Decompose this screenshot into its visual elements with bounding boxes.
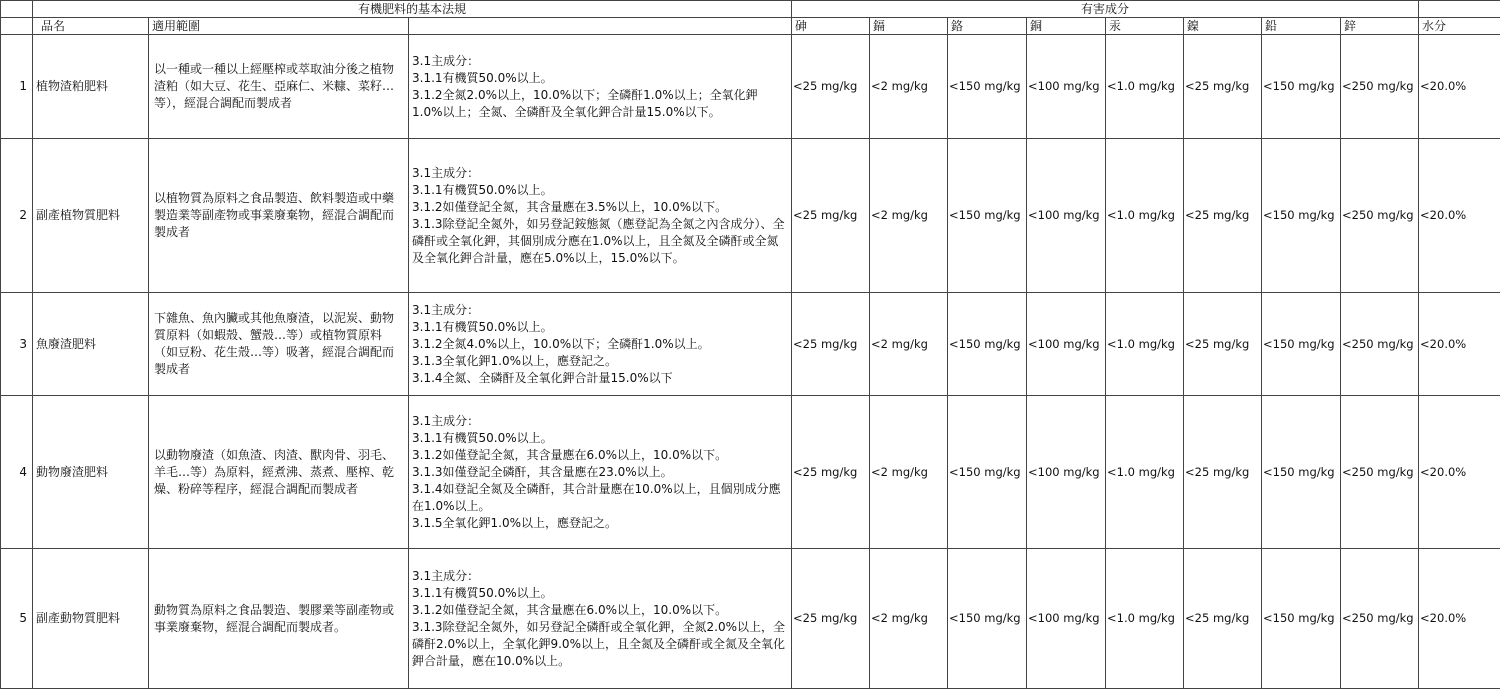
arsenic-limit: <25 mg/kg	[792, 396, 870, 549]
cadmium-limit: <2 mg/kg	[870, 396, 948, 549]
main-title: 有機肥料的基本法規	[33, 1, 792, 18]
table-row	[1, 396, 1500, 549]
scope-cell: 動物質為原料之食品製造、製膠業等副產物或事業廢棄物，經混合調配而製成者。	[149, 549, 409, 689]
col-copper-header: 銅	[1027, 18, 1106, 35]
copper-limit: <100 mg/kg	[1027, 35, 1106, 139]
row-number: 2	[1, 139, 33, 293]
copper-limit: <100 mg/kg	[1027, 549, 1106, 689]
row-number: 1	[1, 35, 33, 139]
spec-cell: 3.1主成分： 3.1.1有機質50.0%以上。 3.1.2如僅登記全氮，其含量應在3.5%以上，10.0%以下。 3.1.3除登記全氮外，如另登記銨態氮（應登記為全氮之內含成分）、全磷酐或全氧化鉀，其個別成分應在1.0%以上，且全氮及全磷酐或全氮及全氧化鉀合計量，應在5.0%以上，15.0%以下。	[409, 139, 792, 293]
header-no-cell	[1, 18, 33, 35]
mercury-limit: <1.0 mg/kg	[1106, 139, 1184, 293]
table-row	[1, 293, 1500, 396]
spec-cell: 3.1主成分： 3.1.1有機質50.0%以上。 3.1.2全氮2.0%以上，10.0%以下；全磷酐1.0%以上；全氧化鉀1.0%以上；全氮、全磷酐及全氧化鉀合計量15.0%以下。	[409, 35, 792, 139]
mercury-limit: <1.0 mg/kg	[1106, 293, 1184, 396]
row-number: 4	[1, 396, 33, 549]
fertilizer-name: 魚廢渣肥料	[33, 293, 149, 396]
chromium-limit: <150 mg/kg	[948, 396, 1027, 549]
mercury-limit: <1.0 mg/kg	[1106, 549, 1184, 689]
nickel-limit: <25 mg/kg	[1184, 396, 1262, 549]
row-number: 3	[1, 293, 33, 396]
zinc-limit: <250 mg/kg	[1341, 35, 1419, 139]
lead-limit: <150 mg/kg	[1262, 139, 1341, 293]
fertilizer-name: 植物渣粕肥料	[33, 35, 149, 139]
header-blank-cell	[1, 1, 33, 18]
cadmium-limit: <2 mg/kg	[870, 35, 948, 139]
header-row-columns	[1, 18, 1500, 35]
nickel-limit: <25 mg/kg	[1184, 293, 1262, 396]
zinc-limit: <250 mg/kg	[1341, 396, 1419, 549]
scope-cell: 下雜魚、魚內臟或其他魚廢渣，以泥炭、動物質原料（如蝦殼、蟹殼…等）或植物質原料（如豆粉、花生殼…等）吸著，經混合調配而製成者	[149, 293, 409, 396]
cadmium-limit: <2 mg/kg	[870, 293, 948, 396]
zinc-limit: <250 mg/kg	[1341, 549, 1419, 689]
arsenic-limit: <25 mg/kg	[792, 549, 870, 689]
lead-limit: <150 mg/kg	[1262, 293, 1341, 396]
spec-cell: 3.1主成分： 3.1.1有機質50.0%以上。 3.1.2全氮4.0%以上，10.0%以下；全磷酐1.0%以上。 3.1.3全氧化鉀1.0%以上，應登記之。 3.1.4全氮、全磷酐及全氧化鉀合計量15.0%以下	[409, 293, 792, 396]
fertilizer-name: 副產動物質肥料	[33, 549, 149, 689]
col-nickel-header: 鎳	[1184, 18, 1262, 35]
nickel-limit: <25 mg/kg	[1184, 139, 1262, 293]
lead-limit: <150 mg/kg	[1262, 549, 1341, 689]
zinc-limit: <250 mg/kg	[1341, 293, 1419, 396]
chromium-limit: <150 mg/kg	[948, 549, 1027, 689]
copper-limit: <100 mg/kg	[1027, 293, 1106, 396]
arsenic-limit: <25 mg/kg	[792, 139, 870, 293]
col-lead-header: 鉛	[1262, 18, 1341, 35]
lead-limit: <150 mg/kg	[1262, 396, 1341, 549]
cadmium-limit: <2 mg/kg	[870, 549, 948, 689]
header-blank-cell-right	[1419, 1, 1500, 18]
copper-limit: <100 mg/kg	[1027, 139, 1106, 293]
scope-cell: 以動物廢渣（如魚渣、肉渣、獸肉骨、羽毛、羊毛…等）為原料，經煮沸、蒸煮、壓榨、乾燥、粉碎等程序，經混合調配而製成者	[149, 396, 409, 549]
scope-cell: 以一種或一種以上經壓榨或萃取油分後之植物渣粕（如大豆、花生、亞麻仁、米糠、菜籽…等），經混合調配而製成者	[149, 35, 409, 139]
fertilizer-name: 動物廢渣肥料	[33, 396, 149, 549]
lead-limit: <150 mg/kg	[1262, 35, 1341, 139]
col-scope-header: 適用範圍	[149, 18, 409, 35]
moisture-limit: <20.0%	[1419, 35, 1500, 139]
table-row	[1, 549, 1500, 689]
col-spec-header	[409, 18, 792, 35]
harmful-title: 有害成分	[792, 1, 1419, 18]
zinc-limit: <250 mg/kg	[1341, 139, 1419, 293]
chromium-limit: <150 mg/kg	[948, 293, 1027, 396]
col-name-header: 品名	[33, 18, 149, 35]
cadmium-limit: <2 mg/kg	[870, 139, 948, 293]
arsenic-limit: <25 mg/kg	[792, 293, 870, 396]
mercury-limit: <1.0 mg/kg	[1106, 396, 1184, 549]
spec-cell: 3.1主成分： 3.1.1有機質50.0%以上。 3.1.2如僅登記全氮，其含量應在6.0%以上，10.0%以下。 3.1.3如僅登記全磷酐，其含量應在23.0%以上。 3.1.4如登記全氮及全磷酐，其合計量應在10.0%以上，且個別成分應在1.0%以上。 3.1.5全氧化鉀1.0%以上，應登記之。	[409, 396, 792, 549]
table-row	[1, 139, 1500, 293]
copper-limit: <100 mg/kg	[1027, 396, 1106, 549]
mercury-limit: <1.0 mg/kg	[1106, 35, 1184, 139]
col-moisture-header: 水分	[1419, 18, 1500, 35]
nickel-limit: <25 mg/kg	[1184, 35, 1262, 139]
header-row-top	[1, 1, 1500, 18]
fertilizer-name: 副產植物質肥料	[33, 139, 149, 293]
col-zinc-header: 鋅	[1341, 18, 1419, 35]
scope-cell: 以植物質為原料之食品製造、飲料製造或中藥製造業等副產物或事業廢棄物，經混合調配而製成者	[149, 139, 409, 293]
nickel-limit: <25 mg/kg	[1184, 549, 1262, 689]
moisture-limit: <20.0%	[1419, 139, 1500, 293]
moisture-limit: <20.0%	[1419, 549, 1500, 689]
col-cadmium-header: 鎘	[870, 18, 948, 35]
chromium-limit: <150 mg/kg	[948, 35, 1027, 139]
col-arsenic-header: 砷	[792, 18, 870, 35]
chromium-limit: <150 mg/kg	[948, 139, 1027, 293]
arsenic-limit: <25 mg/kg	[792, 35, 870, 139]
table-row	[1, 35, 1500, 139]
col-mercury-header: 汞	[1106, 18, 1184, 35]
spec-cell: 3.1主成分： 3.1.1有機質50.0%以上。 3.1.2如僅登記全氮，其含量應在6.0%以上，10.0%以下。 3.1.3除登記全氮外，如另登記全磷酐或全氧化鉀，全氮2.0%以上，全磷酐2.0%以上，全氧化鉀9.0%以上，且全氮及全磷酐或全氮及全氧化鉀合計量，應在10.0%以上。	[409, 549, 792, 689]
col-chromium-header: 鉻	[948, 18, 1027, 35]
moisture-limit: <20.0%	[1419, 396, 1500, 549]
row-number: 5	[1, 549, 33, 689]
moisture-limit: <20.0%	[1419, 293, 1500, 396]
